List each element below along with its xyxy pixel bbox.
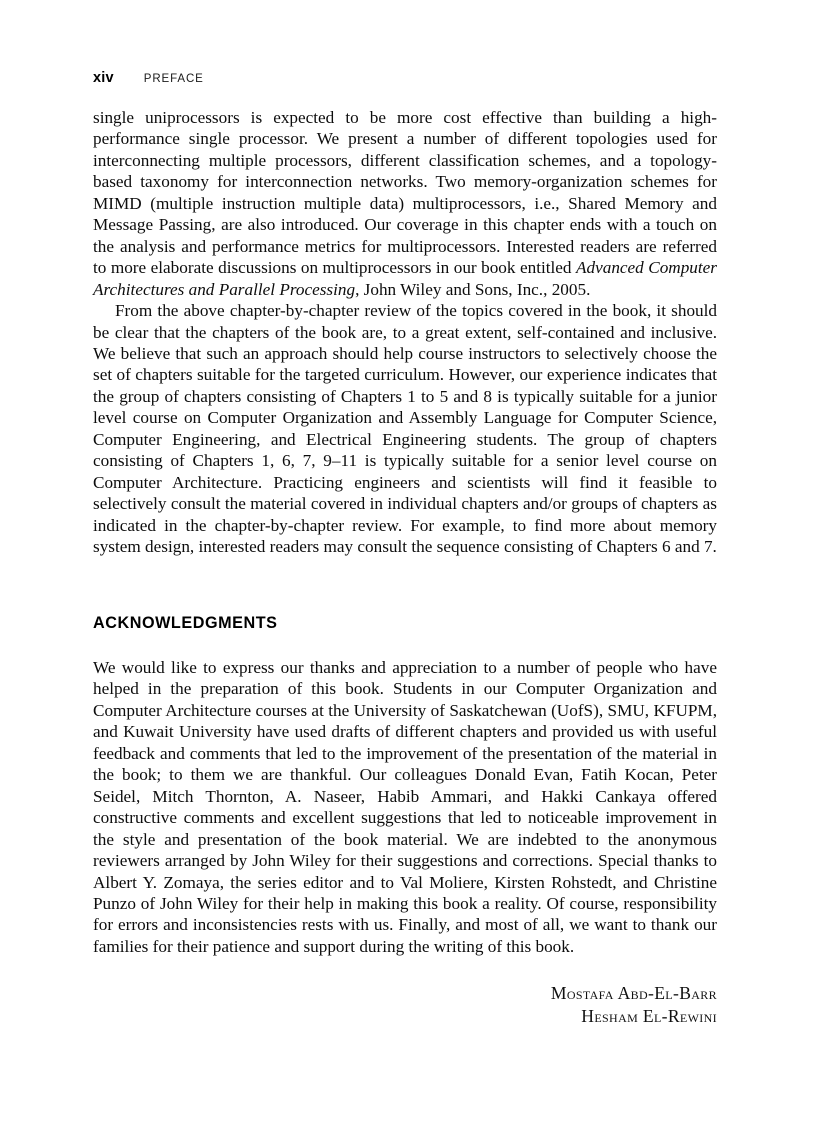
paragraph-tail-text: , John Wiley and Sons, Inc., 2005. — [355, 279, 591, 299]
signature-block — [93, 982, 717, 1027]
author-name-primary: Mostafa Abd-El-Barr — [550, 983, 717, 1003]
running-head — [93, 70, 717, 90]
paragraph-acknowledgments: We would like to express our thanks and appreciation to a number of people who have helped in the preparation of this book. Students in our Computer Organization and Computer Architecture courses at the University of Saskatchewan (UofS), SMU, KFUPM, and Kuwait University have used drafts of different chapters and provided us with useful feedback and comments that led to the improvement of the presentation of the material in the book; to them we are thankful. Our colleagues Donald Evan, Fatih Kocan, Peter Seidel, Mitch Thornton, A. Naseer, Habib Ammari, and Hakki Cankaya offered constructive comments and excellent suggestions that led to noticeable improvement in the style and presentation of the book material. We are indebted to the anonymous reviewers arranged by John Wiley for their suggestions and corrections. Special thanks to Albert Y. Zomaya, the series editor and to Val Moliere, Kirsten Rohstedt, and Christine Punzo of John Wiley for their help in making this book a reality. Of course, responsibility for errors and inconsistencies rests with us. Finally, and most of all, we want to thank our families for their patience and support during the writing of this book. — [93, 658, 717, 956]
paragraph-lead-text: single uniprocessors is expected to be more cost effective than building a high-performance single processor. We present a number of different topologies used for interconnecting multiple processors, different classification schemes, and a topology-based taxonomy for interconnection networks. Two memory-organization schemes for MIMD (multiple instruction multiple data) multiprocessors, i.e., Shared Memory and Message Passing, are also introduced. Our coverage in this chapter ends with a touch on the analysis and performance metrics for multiprocessors. Interested readers are referred to more elaborate discussions on multiprocessors in our book entitled — [93, 108, 717, 278]
paragraph-multiprocessors — [93, 107, 717, 300]
acknowledgments-block — [93, 657, 717, 957]
paragraph-chapter-review: From the above chapter-by-chapter review of the topics covered in the book, it should be clear that the chapters of the book are, to a great extent, self-contained and inclusive. We believe that such an approach should help course instructors to selectively choose the set of chapters suitable for the targeted curriculum. However, our experience indicates that the group of chapters consisting of Chapters 1 to 5 and 8 is typically suitable for a junior level course on Computer Organization and Assembly Language for Computer Science, Computer Engineering, and Electrical Engineering students. The group of chapters consisting of Chapters 1, 6, 7, 9–11 is typically suitable for a senior level course on Computer Architecture. Practicing engineers and scientists will find it feasible to selectively consult the material covered in individual chapters and/or groups of chapters as indicated in the chapter-by-chapter review. For example, to find more about memory system design, interested readers may consult the sequence consisting of Chapters 6 and 7. — [93, 301, 717, 557]
book-title-italic: Advanced Computer Architectures and Parallel Processing — [93, 258, 717, 299]
acknowledgments-heading: ACKNOWLEDGMENTS — [93, 614, 278, 632]
body-text-block — [93, 107, 717, 558]
author-name-secondary: Hesham El-Rewini — [581, 1005, 717, 1026]
page-number: xiv — [93, 70, 114, 86]
running-head-title: PREFACE — [143, 73, 204, 85]
